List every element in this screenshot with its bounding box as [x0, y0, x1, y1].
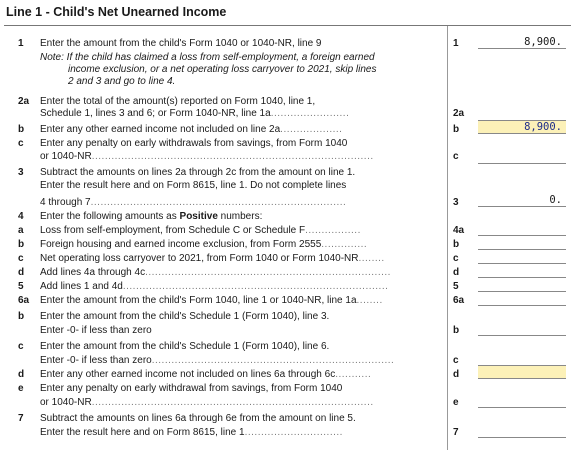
- line-4d-input[interactable]: [478, 265, 566, 278]
- leader-dots: ........: [356, 295, 383, 306]
- line-text-part: numbers:: [217, 211, 263, 222]
- line-number: 5: [18, 281, 24, 292]
- line-text: Subtract the amounts on lines 6a through 6e from the amount on line 5.: [40, 413, 356, 424]
- line-text: Enter the total of the amount(s) reported on Form 1040, line 1,: [40, 96, 316, 107]
- line-code: c: [453, 253, 459, 264]
- leader-dots: ...........: [335, 369, 372, 380]
- line-code: b: [453, 325, 460, 336]
- line-text: [40, 355, 444, 366]
- line-number: b: [18, 124, 25, 135]
- leader-dots: ...................: [280, 124, 343, 135]
- line-code: b: [453, 124, 460, 135]
- line-text: [40, 369, 444, 380]
- line-number: d: [18, 369, 25, 380]
- line-text: Subtract the amounts on lines 2a through 2c from the amount on line 1.: [40, 167, 356, 178]
- line-text-part: Enter -0- if less than zero: [40, 325, 152, 336]
- line-4c-input[interactable]: [478, 251, 566, 264]
- line-text: [40, 295, 444, 306]
- leader-dots: ..............: [321, 239, 368, 250]
- leader-dots: .................: [305, 225, 361, 236]
- line-text: [40, 108, 444, 119]
- line-number: e: [18, 383, 24, 394]
- line-number: 3: [18, 167, 24, 178]
- line-number: 4: [18, 211, 24, 222]
- line-text: [40, 124, 444, 135]
- line-number: b: [18, 311, 25, 322]
- line-5-input[interactable]: [478, 279, 566, 292]
- line-text-part: 4 through 7: [40, 197, 91, 208]
- line-text-part: Enter -0- if less than zero: [40, 355, 152, 366]
- line-number: b: [18, 239, 25, 250]
- line-1-input[interactable]: 8,900.: [478, 36, 566, 49]
- line-code: 6a: [453, 295, 465, 306]
- line-code: 2a: [453, 108, 465, 119]
- note-text: Note: If the child has claimed a loss from self-employment, a foreign earned: [40, 52, 375, 63]
- line-text-part: Loss from self-employment, from Schedule C or Schedule F: [40, 225, 306, 236]
- line-code: e: [453, 397, 459, 408]
- leader-dots: .................................................................................: [122, 281, 389, 292]
- leader-dots: ........................: [270, 108, 350, 119]
- line-6b-input[interactable]: [478, 323, 566, 336]
- line-text: [40, 281, 444, 292]
- line-number: c: [18, 341, 24, 352]
- leader-dots: ..........................................................................: [151, 355, 395, 366]
- line-code: 1: [453, 38, 459, 49]
- line-text: Enter any penalty on early withdrawal from savings, from Form 1040: [40, 383, 343, 394]
- leader-dots: ..............................................................................: [90, 197, 347, 208]
- line-number: 6a: [18, 295, 30, 306]
- line-text-part: Enter the result here and on Form 8615, line 1: [40, 427, 245, 438]
- line-text-part: Enter any other earned income not included on lines 6a through 6c: [40, 369, 336, 380]
- line-2c-input[interactable]: [478, 151, 566, 164]
- line-number: c: [18, 253, 24, 264]
- line-text: [40, 225, 444, 236]
- line-number: 1: [18, 38, 24, 49]
- line-text-part: or 1040-NR: [40, 151, 92, 162]
- line-text: Enter the amount from the child's Schedule 1 (Form 1040), line 6.: [40, 341, 330, 352]
- line-number: c: [18, 138, 24, 149]
- leader-dots: ........: [358, 253, 385, 264]
- line-6e-input[interactable]: [478, 395, 566, 408]
- line-7-input[interactable]: [478, 425, 566, 438]
- leader-dots: ...........................................................................: [145, 267, 391, 278]
- line-number: 7: [18, 413, 24, 424]
- line-text-part: Foreign housing and earned income exclusion, from Form 2555: [40, 239, 322, 250]
- title-divider: [4, 25, 571, 26]
- line-text: [40, 427, 444, 438]
- line-text: Enter the amount from the child's Form 1040 or 1040-NR, line 9: [40, 38, 322, 49]
- line-text: [40, 239, 444, 250]
- line-text: [40, 253, 444, 264]
- line-6c-input[interactable]: [478, 353, 566, 366]
- line-text-part: Schedule 1, lines 3 and 6; or Form 1040-NR, line 1a: [40, 108, 271, 119]
- leader-dots: ......................................................................................: [91, 397, 374, 408]
- line-code: 7: [453, 427, 459, 438]
- section-title: Line 1 - Child's Net Unearned Income: [6, 5, 227, 19]
- leader-dots: ..............................: [244, 427, 343, 438]
- line-4b-input[interactable]: [478, 237, 566, 250]
- line-text-part: Add lines 4a through 4c: [40, 267, 146, 278]
- note-text: income exclusion, or a net operating loss carryover to 2021, skip lines: [68, 64, 377, 75]
- line-6a-input[interactable]: [478, 293, 566, 306]
- line-text-part: Enter the following amounts as: [40, 211, 180, 222]
- note-text: 2 and 3 and go to line 4.: [68, 76, 176, 87]
- column-divider: [447, 26, 448, 450]
- line-code: b: [453, 239, 460, 250]
- leader-dots: ......................................................................................: [91, 151, 374, 162]
- line-number: 2a: [18, 96, 30, 107]
- line-text: Enter any penalty on early withdrawals from savings, from Form 1040: [40, 138, 348, 149]
- line-text-bold: Positive: [179, 211, 218, 222]
- line-text-part: Enter any other earned income not included on line 2a: [40, 124, 281, 135]
- line-text: [40, 267, 444, 278]
- line-code: 3: [453, 197, 459, 208]
- line-text: [40, 325, 444, 336]
- line-text-part: Add lines 1 and 4d: [40, 281, 123, 292]
- line-code: d: [453, 267, 460, 278]
- line-text-part: Enter the amount from the child's Form 1040, line 1 or 1040-NR, line 1a: [40, 295, 357, 306]
- line-6d-input[interactable]: [478, 366, 566, 379]
- line-code: 5: [453, 281, 459, 292]
- line-code: c: [453, 355, 459, 366]
- line-code: c: [453, 151, 459, 162]
- line-text: Enter the amount from the child's Schedule 1 (Form 1040), line 3.: [40, 311, 330, 322]
- line-code: 4a: [453, 225, 465, 236]
- line-number: a: [18, 225, 24, 236]
- line-text: [40, 397, 444, 408]
- line-2a-input[interactable]: [478, 108, 566, 121]
- line-text: Enter the result here and on Form 8615, line 1. Do not complete lines: [40, 180, 347, 191]
- line-2b-input[interactable]: 8,900.: [478, 121, 566, 134]
- line-text: [40, 197, 444, 208]
- line-text-part: or 1040-NR: [40, 397, 92, 408]
- line-text: [40, 211, 444, 222]
- line-4a-input[interactable]: [478, 223, 566, 236]
- line-3-input[interactable]: 0.: [478, 194, 566, 207]
- line-number: d: [18, 267, 25, 278]
- line-text: [40, 151, 444, 162]
- line-code: d: [453, 369, 460, 380]
- line-text-part: Net operating loss carryover to 2021, from Form 1040 or Form 1040-NR: [40, 253, 359, 264]
